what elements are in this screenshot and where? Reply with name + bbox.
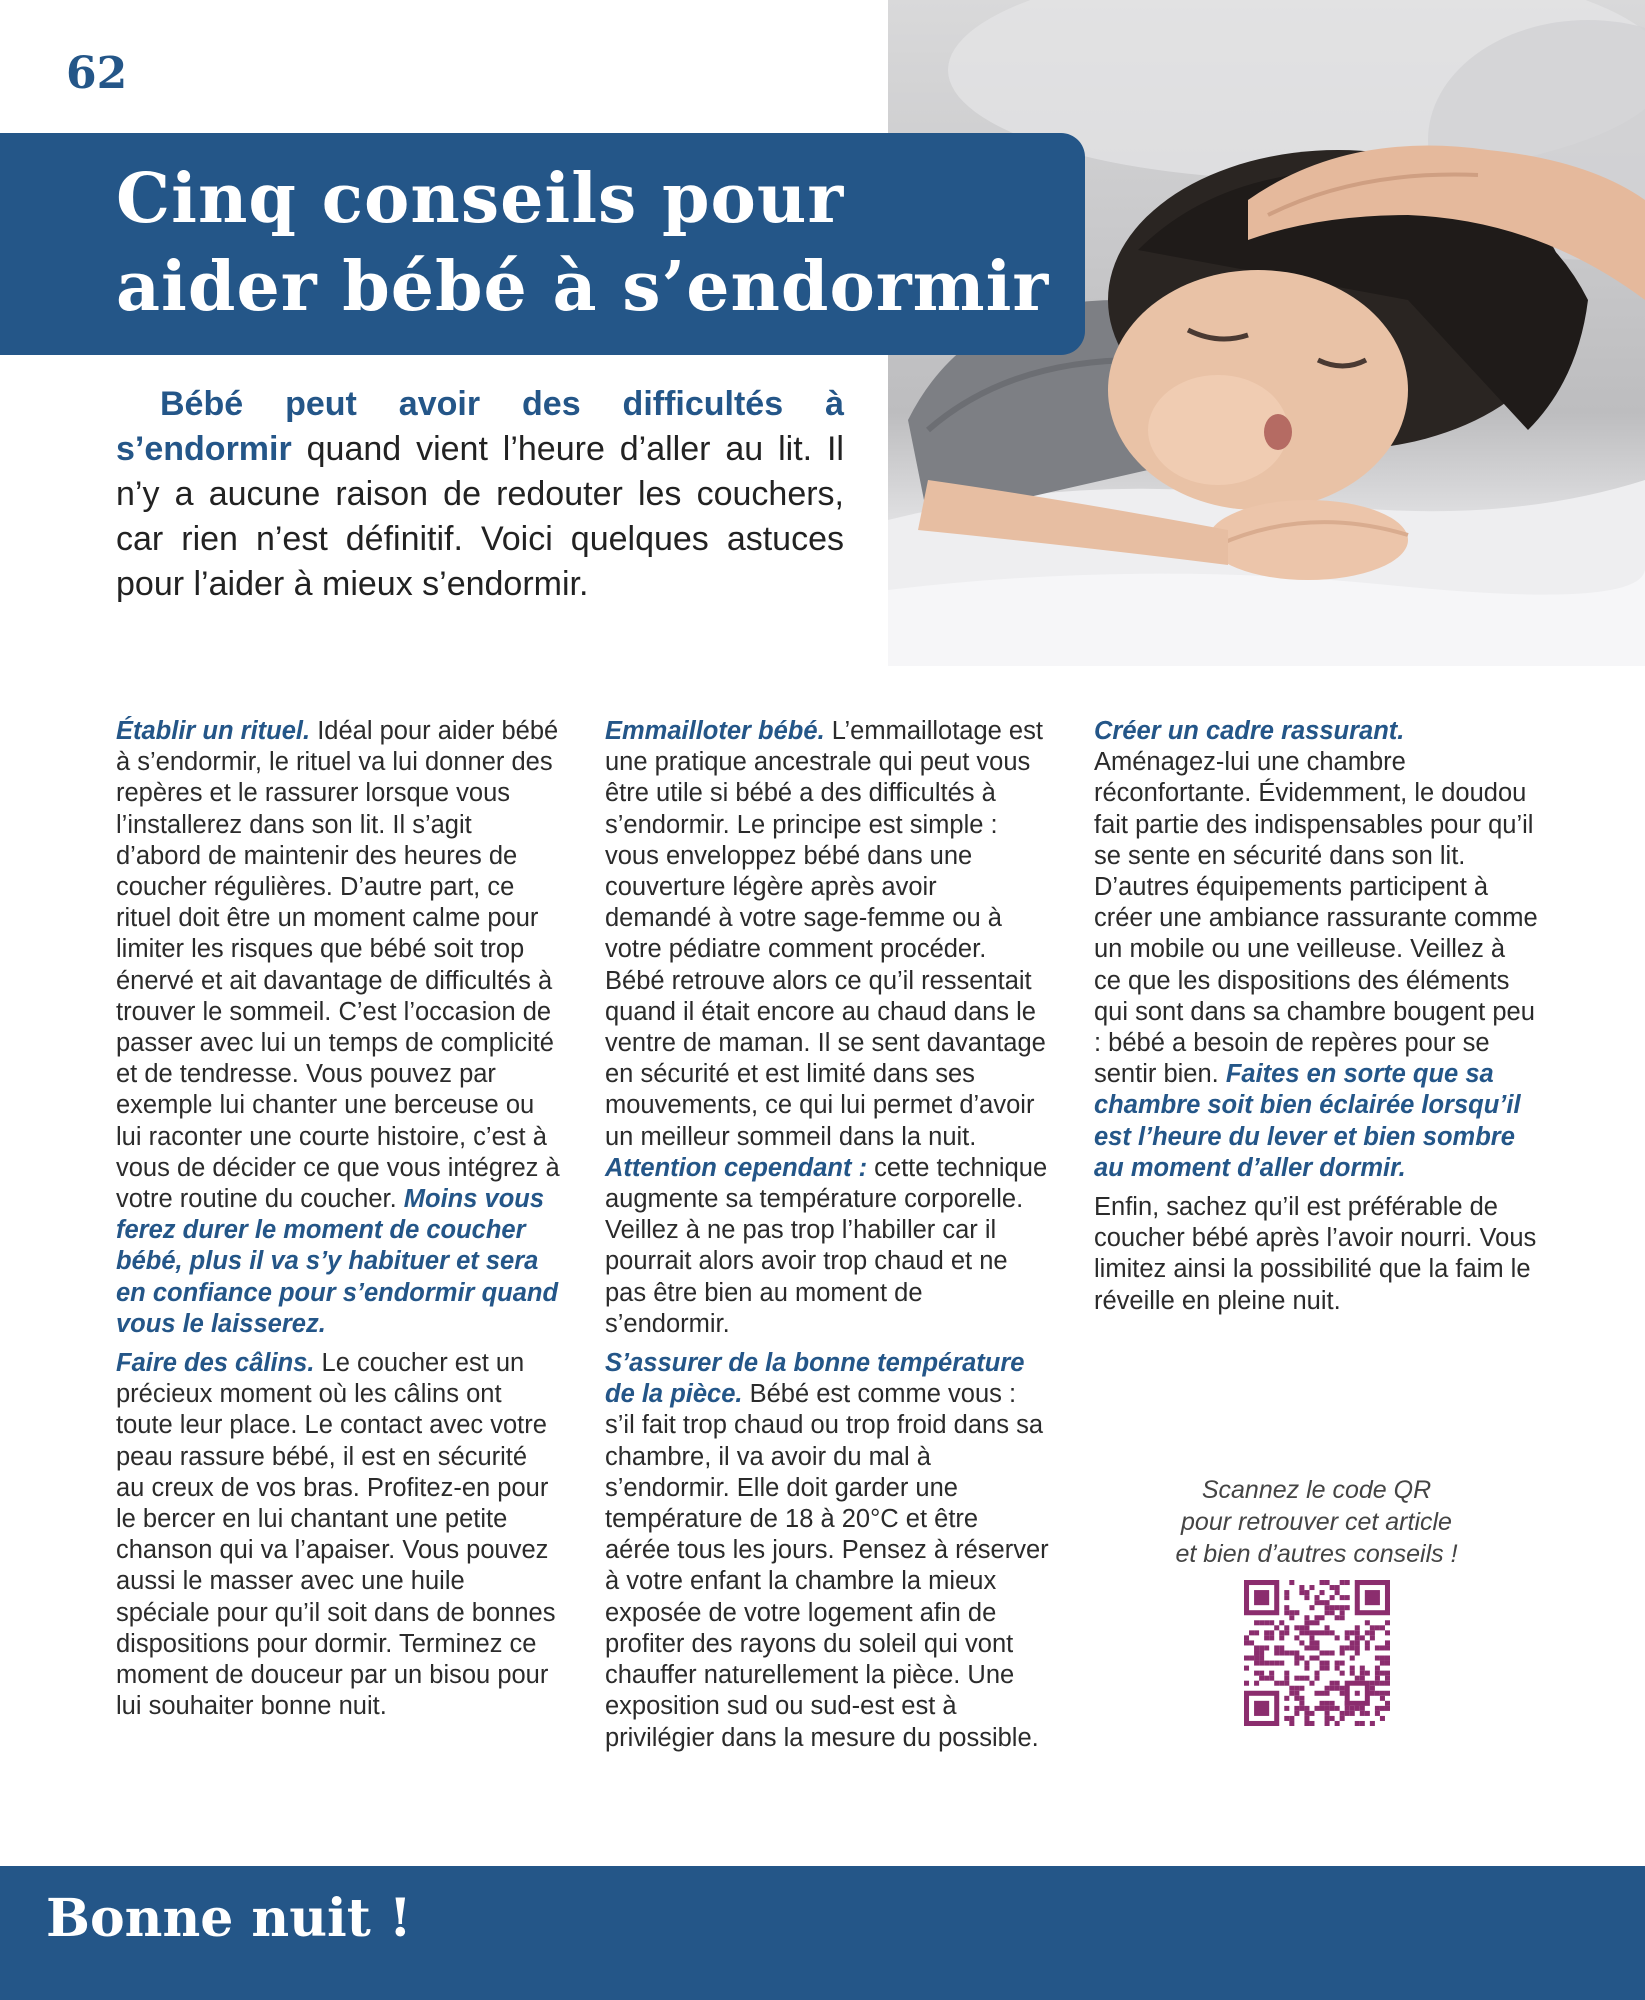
intro-text: quand vient l’heure d’aller au lit. Il n’y a aucune raison de redouter les couchers, car rien n’est définitif. Voici quelques astuces pour l’aider à mieux s’endormir.	[116, 430, 844, 603]
column-2	[605, 716, 1050, 1762]
qr-caption-line-2: pour retrouver cet article	[1181, 1508, 1452, 1536]
column-1	[116, 716, 561, 1731]
tip-swaddle-text: L’emmaillotage est une pratique ancestrale qui peut vous être utile si bébé a des difficultés à s’endormir. Le principe est simple : vous enveloppez bébé dans une couverture légère après avoir demandé à votre sage-femme ou à votre pédiatre comment procéder. Bébé retrouve alors ce qu’il ressentait quand il était encore au chaud dans le ventre de maman. Il se sent davantage en sécurité et est limité dans ses mouvements, ce qui lui permet d’avoir un meilleur sommeil dans la nuit.	[605, 717, 1046, 1151]
column-3	[1094, 716, 1539, 1325]
qr-caption-line-1: Scannez le code QR	[1201, 1476, 1432, 1504]
tip-cuddles-heading: Faire des câlins.	[116, 1349, 315, 1378]
tip-ritual-emphasis: Moins vous ferez durer le moment de coucher bébé, plus il va s’y habituer et sera en confiance pour s’endormir quand vous le laisserez.	[116, 1185, 559, 1338]
tip-reassuring-space-text: Aménagez-lui une chambre réconfortante. Évidemment, le doudou fait partie des indispensables pour qu’il se sente en sécurité dans son lit. D’autres équipements participent à créer une ambiance rassurante comme un mobile ou une veilleuse. Veillez à ce que les dispositions des éléments qui sont dans sa chambre bougent peu : bébé a besoin de repères pour se sentir bien.	[1094, 748, 1538, 1089]
intro-highlight: Bébé peut avoir des difficultés à s’endormir	[116, 385, 844, 468]
intro-paragraph	[116, 382, 844, 607]
tip-swaddle-emphasis: Attention cependant :	[605, 1153, 868, 1182]
footer-banner	[0, 1866, 1645, 2000]
tip-feeding: Enfin, sachez qu’il est préférable de coucher bébé après l’avoir nourri. Vous limitez ainsi la possibilité que la faim le réveille en pleine nuit.	[1094, 1193, 1537, 1315]
tip-ritual-heading: Établir un rituel.	[116, 717, 311, 745]
tip-swaddle-heading: Emmailloter bébé.	[605, 717, 825, 745]
qr-code[interactable]	[1244, 1580, 1390, 1726]
tip-swaddle	[605, 716, 1050, 1340]
tip-ritual	[116, 716, 561, 1340]
tip-swaddle-text-2: cette technique augmente sa température corporelle. Veillez à ne pas trop l’habiller car il pourrait alors avoir trop chaud et ne pas être bien au moment de s’endormir.	[605, 1153, 1048, 1338]
qr-caption	[1094, 1474, 1539, 1570]
qr-caption-line-3: et bien d’autres conseils !	[1175, 1540, 1458, 1568]
tip-temperature-text: Bébé est comme vous : s’il fait trop chaud ou trop froid dans sa chambre, il va avoir du mal à s’endormir. Elle doit garder une température de 18 à 20°C et être aérée tous les jours. Pensez à réserver à votre enfant la chambre la mieux exposée de votre logement afin de profiter des rayons du soleil qui vont chauffer naturellement la pièce. Une exposition sud ou sud-est est à privilégier dans la mesure du possible.	[605, 1380, 1049, 1752]
footer-title: Bonne nuit !	[46, 1888, 412, 1949]
page-number: 62	[66, 48, 128, 99]
page-title: Cinq conseils pour aider bébé à s’endormir	[116, 159, 1050, 327]
tip-temperature-heading: S’assurer de la bonne température de la pièce.	[605, 1349, 1025, 1409]
tip-reassuring-space-heading: Créer un cadre rassurant.	[1094, 717, 1405, 745]
tip-cuddles-text: Le coucher est un précieux moment où les câlins ont toute leur place. Le contact avec votre peau rassure bébé, il est en sécurité au creux de vos bras. Profitez-en pour le bercer en lui chantant une petite chanson qui va l’apaiser. Vous pouvez aussi le masser avec une huile spéciale pour qu’il soit dans de bonnes dispositions pour dormir. Terminez ce moment de douceur par un bisou pour lui souhaiter bonne nuit.	[116, 1349, 556, 1721]
title-banner	[0, 133, 1085, 355]
tip-cuddles	[116, 1348, 561, 1722]
tip-reassuring-space	[1094, 716, 1539, 1184]
tip-ritual-text: Idéal pour aider bébé à s’endormir, le rituel va lui donner des repères et le rassurer lorsque vous l’installerez dans son lit. Il s’agit d’abord de maintenir des heures de coucher régulières. D’autre part, ce rituel doit être un moment calme pour limiter les risques que bébé soit trop énervé et ait davantage de difficultés à trouver le sommeil. C’est l’occasion de passer avec lui un temps de complicité et de tendresse. Vous pouvez par exemple lui chanter une berceuse ou lui raconter une courte histoire, c’est à vous de décider ce que vous intégrez à votre routine du coucher.	[116, 717, 560, 1214]
tip-reassuring-space-emphasis: Faites en sorte que sa chambre soit bien éclairée lorsqu’il est l’heure du lever et bien sombre au moment d’aller dormir.	[1094, 1060, 1521, 1182]
tip-temperature	[605, 1348, 1050, 1754]
